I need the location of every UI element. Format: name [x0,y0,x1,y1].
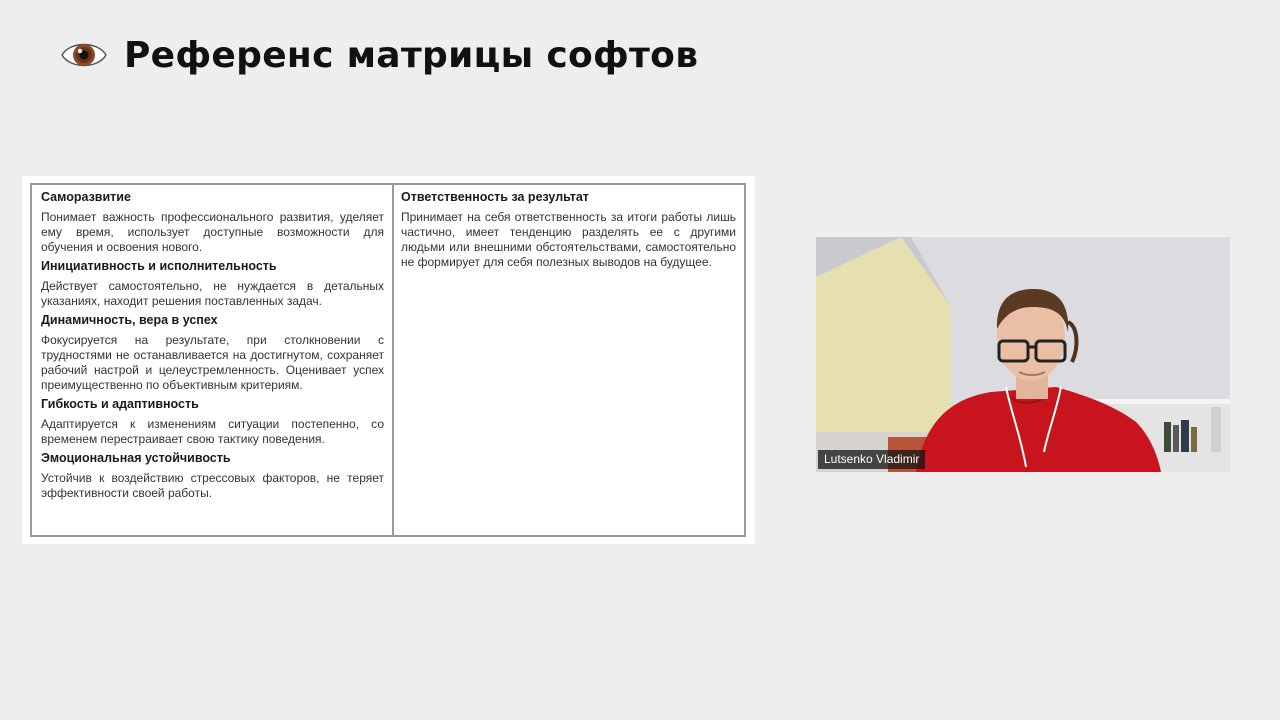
slide-header [60,30,698,80]
participant-video-tile[interactable] [816,237,1230,472]
competency-description: Фокусируется на результате, при столкновении с трудностями не останавливается на достигнутом, сохраняет рабочий настрой и целеустремленность. Оценивает успех преимущественно по объективным критериям. [41,333,384,392]
competency-item [41,190,384,255]
participant-name-label: Lutsenko Vladimir [818,450,925,469]
competency-item [41,397,384,447]
table-column-right [394,185,744,535]
competency-heading: Динамичность, вера в успех [41,313,218,327]
document-screenshot [22,176,755,544]
page-title: Референс матрицы софтов [124,34,699,76]
competency-item [401,190,736,270]
competency-description: Адаптируется к изменениям ситуации постепенно, со временем перестраивает свою тактику поведения. [41,417,384,446]
competency-heading: Эмоциональная устойчивость [41,451,231,465]
competency-heading: Инициативность и исполнительность [41,259,277,273]
table-column-left [32,185,394,535]
competency-description: Принимает на себя ответственность за итоги работы лишь частично, имеет тенденцию разделять ее с другими людьми или внешними обстоятельствами, самостоятельно не формирует для себя полезных выводов на будущее. [401,210,736,269]
competency-item [41,259,384,309]
video-background [816,237,1230,472]
competency-heading: Саморазвитие [41,190,131,204]
competency-description: Устойчив к воздействию стрессовых факторов, не теряет эффективности своей работы. [41,471,384,500]
competency-description: Понимает важность профессионального развития, уделяет ему время, использует доступные возможности для обучения и освоения нового. [41,210,384,254]
eye-icon [60,31,108,79]
competency-table [30,183,746,537]
competency-heading: Ответственность за результат [401,190,589,204]
competency-heading: Гибкость и адаптивность [41,397,199,411]
competency-description: Действует самостоятельно, не нуждается в детальных указаниях, находит решения поставленных задач. [41,279,384,308]
competency-item [41,313,384,393]
competency-item [41,451,384,501]
